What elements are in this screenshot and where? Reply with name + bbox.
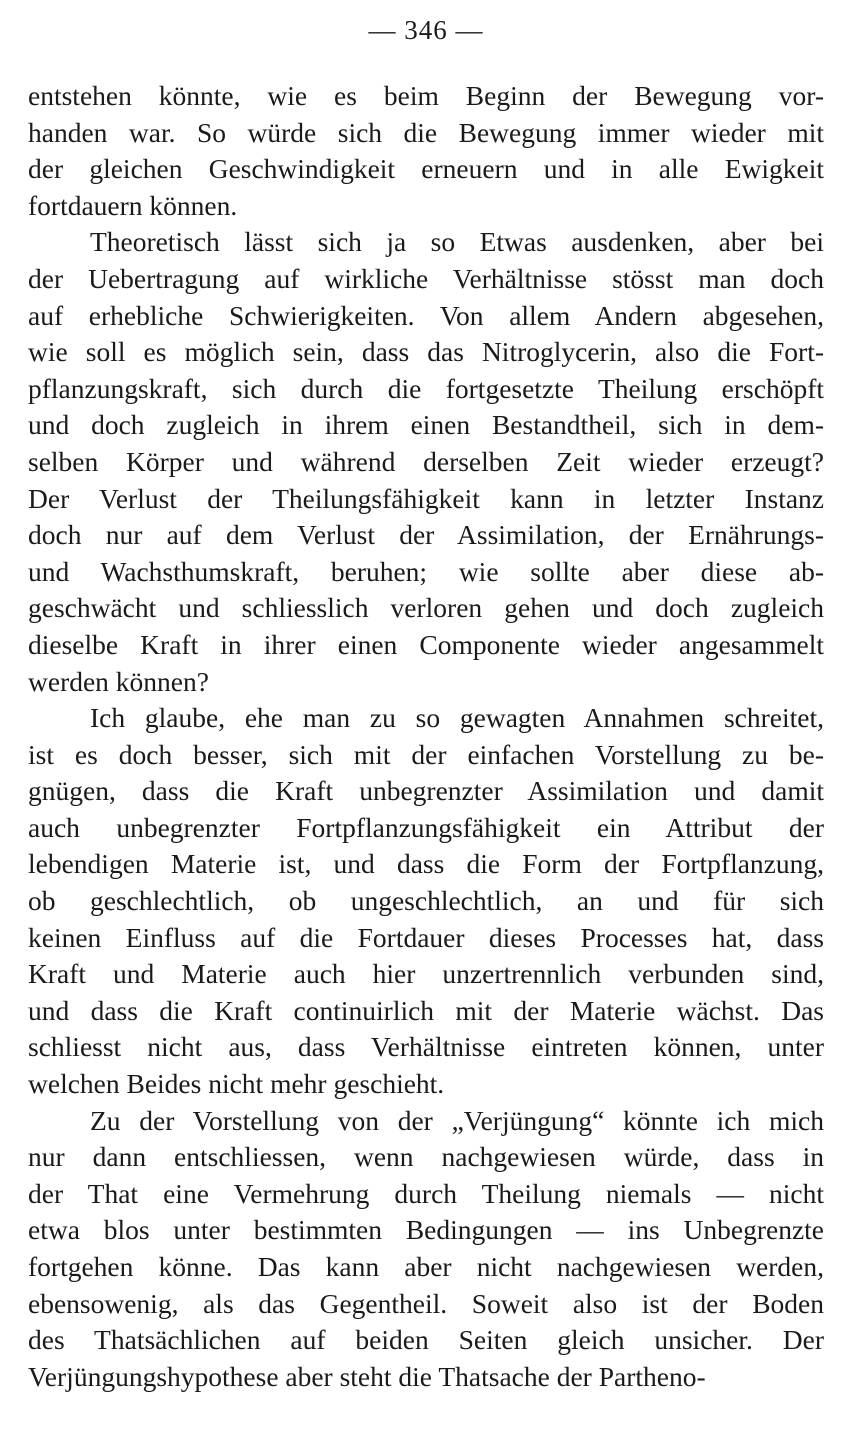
text-line: auch unbegrenzter Fortpflanzungsfähigkeit ein Attribut der xyxy=(28,811,824,843)
text-line: werden können? xyxy=(28,665,209,697)
text-line: geschwächt und schliesslich verloren gehen und doch zugleich xyxy=(28,592,824,624)
text-line: Kraft und Materie auch hier unzertrennlich verbunden sind, xyxy=(28,958,824,990)
text-line: und Wachsthumskraft, beruhen; wie sollte aber diese ab- xyxy=(28,555,824,587)
text-line: der gleichen Geschwindigkeit erneuern und in alle Ewigkeit xyxy=(28,153,824,185)
text-line: Verjüngungshypothese aber steht die Thatsache der Partheno- xyxy=(28,1360,706,1392)
text-line: des Thatsächlichen auf beiden Seiten gleich unsicher. Der xyxy=(28,1324,824,1356)
text-line: Der Verlust der Theilungsfähigkeit kann in letzter Instanz xyxy=(28,482,824,514)
text-line: pflanzungskraft, sich durch die fortgesetzte Theilung erschöpft xyxy=(28,372,824,404)
text-line: lebendigen Materie ist, und dass die Form der Fortpflanzung, xyxy=(28,848,824,880)
paragraph xyxy=(28,78,824,224)
text-line: selben Körper und während derselben Zeit wieder erzeugt? xyxy=(28,445,824,477)
text-line: Ich glaube, ehe man zu so gewagten Annahmen schreitet, xyxy=(90,702,824,734)
body-text xyxy=(28,78,824,1395)
text-line: gnügen, dass die Kraft unbegrenzter Assimilation und damit xyxy=(28,775,824,807)
paragraph xyxy=(28,700,824,1103)
text-line: wie soll es möglich sein, dass das Nitroglycerin, also die Fort- xyxy=(28,336,824,368)
text-line: auf erhebliche Schwierigkeiten. Von allem Andern abgesehen, xyxy=(28,299,824,331)
text-line: welchen Beides nicht mehr geschieht. xyxy=(28,1068,445,1100)
text-line: dieselbe Kraft in ihrer einen Componente wieder angesammelt xyxy=(28,628,824,660)
text-line: entstehen könnte, wie es beim Beginn der Bewegung vor- xyxy=(28,80,824,111)
text-line: fortdauern können. xyxy=(28,189,238,221)
text-line: handen war. So würde sich die Bewegung immer wieder mit xyxy=(28,116,824,148)
paragraph xyxy=(28,1103,824,1396)
text-line: ist es doch besser, sich mit der einfachen Vorstellung zu be- xyxy=(28,738,824,770)
book-page xyxy=(28,12,824,1395)
text-line: und dass die Kraft continuirlich mit der Materie wächst. Das xyxy=(28,994,824,1026)
text-line: Theoretisch lässt sich ja so Etwas ausdenken, aber bei xyxy=(90,226,824,258)
page-number: — 346 — xyxy=(368,15,484,45)
text-line: keinen Einfluss auf die Fortdauer dieses Processes hat, dass xyxy=(28,921,824,953)
text-line: ob geschlechtlich, ob ungeschlechtlich, an und für sich xyxy=(28,885,824,917)
text-line: nur dann entschliessen, wenn nachgewiesen würde, dass in xyxy=(28,1141,824,1173)
text-line: etwa blos unter bestimmten Bedingungen — ins Unbegrenzte xyxy=(28,1214,824,1246)
text-line: ebensowenig, als das Gegentheil. Soweit also ist der Boden xyxy=(28,1287,824,1319)
text-line: der That eine Vermehrung durch Theilung niemals — nicht xyxy=(28,1177,824,1209)
text-line: der Uebertragung auf wirkliche Verhältnisse stösst man doch xyxy=(28,262,824,294)
text-line: schliesst nicht aus, dass Verhältnisse eintreten können, unter xyxy=(28,1031,824,1063)
text-line: Zu der Vorstellung von der „Verjüngung“ könnte ich mich xyxy=(90,1104,824,1136)
paragraph xyxy=(28,224,824,700)
text-line: doch nur auf dem Verlust der Assimilation, der Ernährungs- xyxy=(28,519,824,551)
text-line: und doch zugleich in ihrem einen Bestandtheil, sich in dem- xyxy=(28,409,824,441)
text-line: fortgehen könne. Das kann aber nicht nachgewiesen werden, xyxy=(28,1251,824,1282)
